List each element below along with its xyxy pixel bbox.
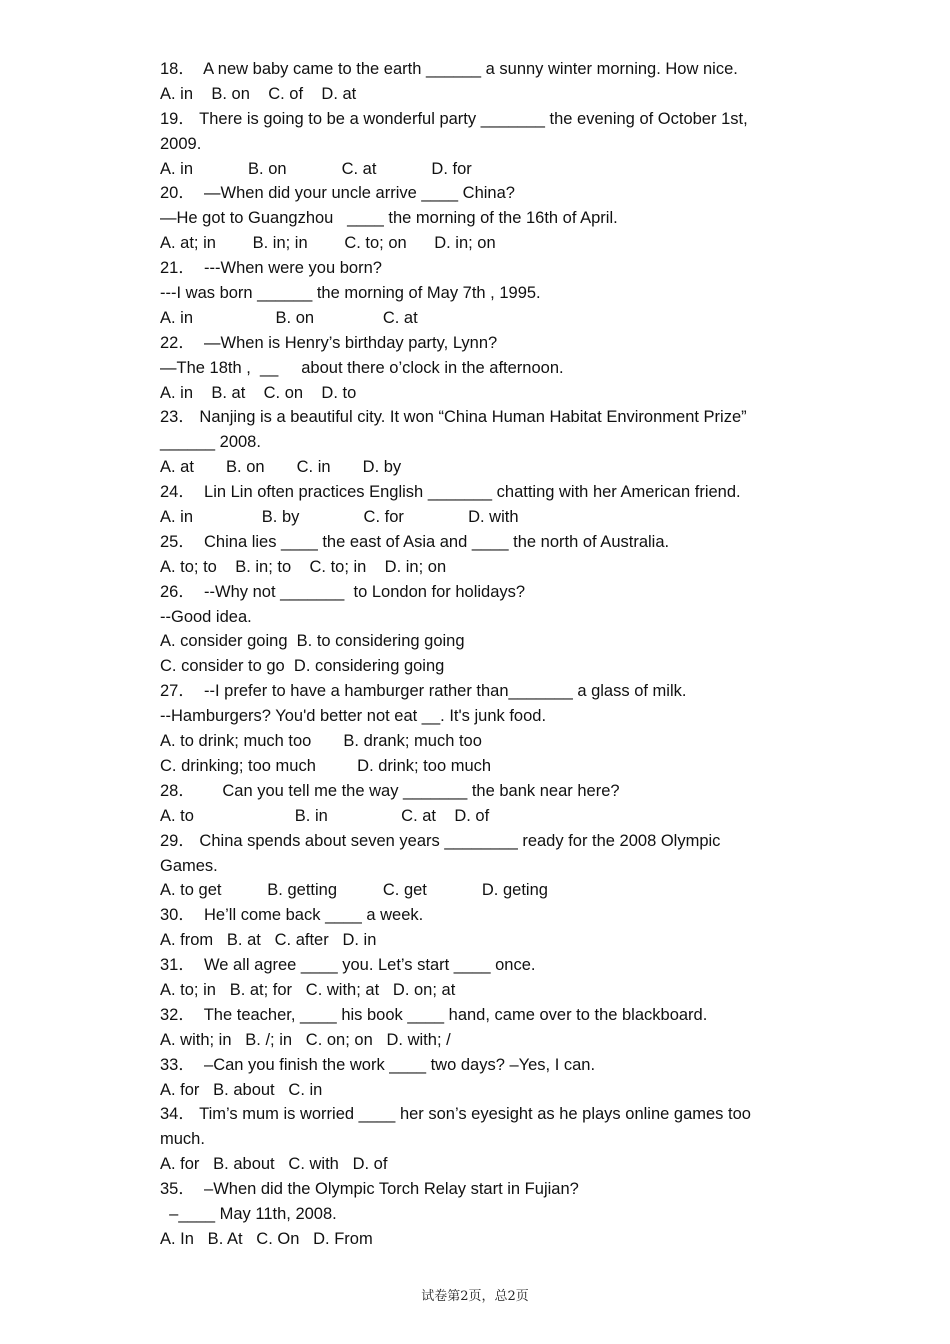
options-19: A. in B. on C. at D. for bbox=[160, 159, 472, 178]
options-27-c: C. drinking; too much D. drink; too much bbox=[160, 756, 492, 775]
options-23: A. at B. on C. in D. by bbox=[160, 458, 402, 477]
options-33: A. for B. about C. in bbox=[160, 1080, 323, 1099]
question-26-reply: --Good idea. bbox=[160, 607, 252, 626]
question-29: 29． China spends about seven years ________ ready for the 2008 Olympic bbox=[160, 831, 721, 850]
question-19-cont: 2009. bbox=[160, 134, 202, 153]
options-27-a: A. to drink; much too B. drank; much too bbox=[160, 732, 482, 751]
question-19: 19． There is going to be a wonderful party _______ the evening of October 1st, bbox=[160, 109, 748, 128]
question-18: 18． A new baby came to the earth ______ a sunny winter morning. How nice. bbox=[160, 60, 738, 78]
options-25: A. to; to B. in; to C. to; in D. in; on bbox=[160, 557, 447, 576]
question-27: 27． --I prefer to have a hamburger rather than_______ a glass of milk. bbox=[160, 682, 687, 701]
options-30: A. from B. at C. after D. in bbox=[160, 931, 377, 950]
question-20-reply: —He got to Guangzhou ____ the morning of the 16th of April. bbox=[160, 209, 618, 228]
question-33: 33． –Can you finish the work ____ two days? –Yes, I can. bbox=[160, 1055, 596, 1074]
options-22: A. in B. at C. on D. to bbox=[160, 383, 357, 402]
question-23: 23． Nanjing is a beautiful city. It won “China Human Habitat Environment Prize” bbox=[160, 408, 747, 427]
options-24: A. in B. by C. for D. with bbox=[160, 508, 519, 527]
question-27-reply: --Hamburgers? You'd better not eat __. It's junk food. bbox=[160, 707, 547, 726]
question-34: 34． Tim’s mum is worried ____ her son’s eyesight as he plays online games too bbox=[160, 1105, 751, 1124]
question-30: 30． He’ll come back ____ a week. bbox=[160, 906, 424, 925]
question-20: 20． —When did your uncle arrive ____ China? bbox=[160, 184, 515, 203]
question-28: 28． Can you tell me the way _______ the bank near here? bbox=[160, 781, 620, 800]
options-29: A. to get B. getting C. get D. geting bbox=[160, 881, 548, 900]
page-footer: 试卷第2页，总2页 bbox=[421, 1289, 529, 1304]
options-32: A. with; in B. /; in C. on; on D. with; / bbox=[160, 1030, 451, 1049]
options-18: A. in B. on C. of D. at bbox=[160, 84, 357, 103]
options-21: A. in B. on C. at bbox=[160, 308, 418, 327]
question-34-cont: much. bbox=[160, 1130, 205, 1149]
question-21-reply: ---I was born ______ the morning of May 7th , 1995. bbox=[160, 284, 541, 303]
question-32: 32． The teacher, ____ his book ____ hand, came over to the blackboard. bbox=[160, 1005, 708, 1024]
options-28: A. to B. in C. at D. of bbox=[160, 806, 490, 825]
options-20: A. at; in B. in; in C. to; on D. in; on bbox=[160, 234, 496, 253]
question-35-reply: –____ May 11th, 2008. bbox=[160, 1204, 337, 1223]
question-24: 24． Lin Lin often practices English _______ chatting with her American friend. bbox=[160, 483, 741, 502]
question-25: 25． China lies ____ the east of Asia and ____ the north of Australia. bbox=[160, 532, 670, 551]
question-35: 35． –When did the Olympic Torch Relay start in Fujian? bbox=[160, 1180, 579, 1199]
question-26: 26． --Why not _______ to London for holidays? bbox=[160, 582, 526, 601]
question-23-cont: ______ 2008. bbox=[160, 433, 261, 452]
question-22-reply: —The 18th , __ about there o’clock in the afternoon. bbox=[160, 358, 564, 377]
options-34: A. for B. about C. with D. of bbox=[160, 1155, 388, 1174]
question-22: 22． —When is Henry’s birthday party, Lynn? bbox=[160, 333, 498, 352]
options-26-a: A. consider going B. to considering going bbox=[160, 632, 465, 651]
exam-page bbox=[160, 57, 790, 1252]
options-26-c: C. consider to go D. considering going bbox=[160, 657, 445, 676]
question-21: 21． ---When were you born? bbox=[160, 259, 382, 278]
question-29-cont: Games. bbox=[160, 856, 218, 875]
options-35: A. In B. At C. On D. From bbox=[160, 1229, 373, 1248]
options-31: A. to; in B. at; for C. with; at D. on; at bbox=[160, 980, 456, 999]
question-31: 31． We all agree ____ you. Let’s start ____ once. bbox=[160, 956, 536, 975]
